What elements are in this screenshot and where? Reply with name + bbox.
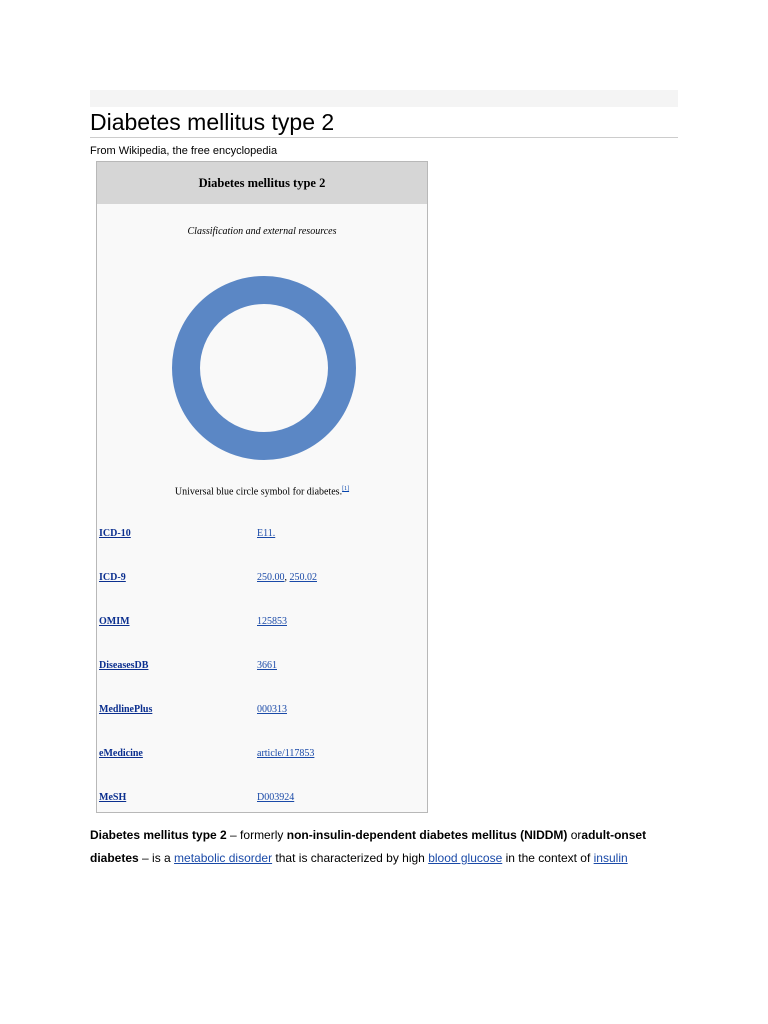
mesh-link[interactable]: MeSH xyxy=(99,792,127,803)
icd9-value-link[interactable]: 250.02 xyxy=(289,572,317,583)
caption-text: Universal blue circle symbol for diabetes. xyxy=(174,486,343,498)
medlineplus-link[interactable]: MedlinePlus xyxy=(99,704,153,715)
blue-circle-ring xyxy=(186,290,342,446)
infobox-row-omim xyxy=(99,616,425,632)
mesh-value-link[interactable]: D003924 xyxy=(257,792,295,803)
diseasesdb-link[interactable]: DiseasesDB xyxy=(99,660,149,671)
key-separator: - xyxy=(117,528,121,539)
icd-link[interactable]: ICD xyxy=(99,528,118,539)
value-separator: , xyxy=(284,572,290,583)
lead-alt-name-2-cont: diabetes xyxy=(90,851,139,865)
lead-text: that is characterized by high xyxy=(272,851,429,865)
lead-text: or xyxy=(567,828,582,842)
infobox-subheader: Classification and external resources xyxy=(187,226,337,237)
icd10-link[interactable]: 10 xyxy=(120,528,131,539)
infobox-row-medlineplus xyxy=(99,704,425,720)
infobox-row-diseasesdb xyxy=(99,660,425,676)
row-key[interactable] xyxy=(99,572,126,583)
page-title: Diabetes mellitus type 2 xyxy=(90,108,678,138)
blood-glucose-link[interactable]: blood glucose xyxy=(428,851,503,865)
emedicine-value-link[interactable]: article/117853 xyxy=(257,748,315,759)
infobox-row-icd10 xyxy=(99,528,425,544)
top-bar xyxy=(90,90,678,107)
infobox-row-mesh xyxy=(99,792,425,808)
lead-text: – is a xyxy=(138,851,175,865)
omim-value-link[interactable]: 125853 xyxy=(257,616,287,627)
omim-link[interactable]: OMIM xyxy=(99,616,130,627)
lead-paragraph xyxy=(90,824,690,870)
infobox-header: Diabetes mellitus type 2 xyxy=(97,162,427,204)
icd10-value-link[interactable]: E11. xyxy=(257,528,276,539)
row-key[interactable] xyxy=(99,528,131,539)
infobox xyxy=(96,161,428,813)
lead-alt-name-2: adult-onset xyxy=(581,828,647,842)
blue-circle-icon[interactable] xyxy=(172,276,356,465)
tagline: From Wikipedia, the free encyclopedia xyxy=(90,145,278,157)
medlineplus-value-link[interactable]: 000313 xyxy=(257,704,287,715)
insulin-link[interactable]: insulin xyxy=(593,851,628,865)
lead-text: – formerly xyxy=(226,828,287,842)
metabolic-disorder-link[interactable]: metabolic disorder xyxy=(174,851,273,865)
lead-alt-name: non-insulin-dependent diabetes mellitus (NIDDM) xyxy=(286,828,568,842)
blue-circle-image xyxy=(172,276,356,460)
lead-term: Diabetes mellitus type 2 xyxy=(90,828,227,842)
infobox-caption xyxy=(97,486,427,497)
key-separator: - xyxy=(117,572,121,583)
diseasesdb-value-link[interactable]: 3661 xyxy=(257,660,277,671)
caption-reference-link[interactable]: [1] xyxy=(342,486,350,492)
icd9-link[interactable]: 9 xyxy=(120,572,126,583)
icd-link[interactable]: ICD xyxy=(99,572,118,583)
infobox-row-emedicine xyxy=(99,748,425,764)
infobox-row-icd9 xyxy=(99,572,425,588)
lead-text: in the context of xyxy=(502,851,594,865)
emedicine-link[interactable]: eMedicine xyxy=(99,748,143,759)
icd9-value-link[interactable]: 250.00 xyxy=(257,572,285,583)
icd9-values xyxy=(257,572,317,583)
